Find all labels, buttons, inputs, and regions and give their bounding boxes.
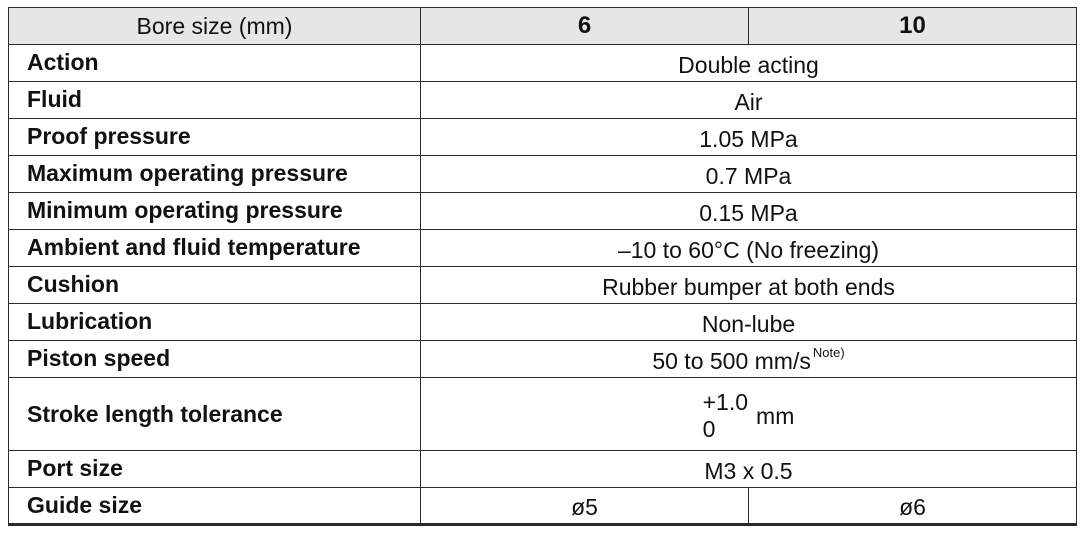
row-value: –10 to 60°C (No freezing) xyxy=(421,230,1077,267)
row-value-cell xyxy=(421,378,1077,451)
spec-table-wrapper xyxy=(8,7,1077,526)
table-row-fluid xyxy=(9,82,1077,119)
table-row-port-size xyxy=(9,451,1077,488)
row-value: Rubber bumper at both ends xyxy=(421,267,1077,304)
guide-size-bore-10: ø6 xyxy=(749,488,1077,525)
row-value: Non-lube xyxy=(421,304,1077,341)
table-row-guide-size xyxy=(9,488,1077,525)
row-label: Proof pressure xyxy=(9,119,421,156)
tolerance-lower: 0 xyxy=(702,416,716,442)
row-label: Ambient and fluid temperature xyxy=(9,230,421,267)
table-row-stroke-tolerance xyxy=(9,378,1077,451)
tolerance-upper: +1.0 xyxy=(702,389,749,415)
row-label: Lubrication xyxy=(9,304,421,341)
specifications-table xyxy=(8,7,1077,526)
row-value: M3 x 0.5 xyxy=(421,451,1077,488)
row-value: Air xyxy=(421,82,1077,119)
table-row-proof-pressure xyxy=(9,119,1077,156)
tolerance-value xyxy=(703,389,795,443)
table-row-lubrication xyxy=(9,304,1077,341)
table-row-cushion xyxy=(9,267,1077,304)
table-row-temperature xyxy=(9,230,1077,267)
table-row-action xyxy=(9,45,1077,82)
bore-6-header: 6 xyxy=(421,8,749,45)
row-value: Double acting xyxy=(421,45,1077,82)
row-label: Minimum operating pressure xyxy=(9,193,421,230)
bore-10-header: 10 xyxy=(749,8,1077,45)
row-label: Guide size xyxy=(9,488,421,525)
row-label: Port size xyxy=(9,451,421,488)
note-reference: Note) xyxy=(812,344,845,360)
header-row xyxy=(9,8,1077,45)
row-value: 1.05 MPa xyxy=(421,119,1077,156)
table-row-piston-speed xyxy=(9,341,1077,378)
row-label: Action xyxy=(9,45,421,82)
row-label: Piston speed xyxy=(9,341,421,378)
row-label: Cushion xyxy=(9,267,421,304)
row-value: 0.15 MPa xyxy=(421,193,1077,230)
row-label: Fluid xyxy=(9,82,421,119)
table-row-min-pressure xyxy=(9,193,1077,230)
row-value-cell xyxy=(421,341,1077,378)
tolerance-limits xyxy=(703,389,748,443)
guide-size-bore-6: ø5 xyxy=(421,488,749,525)
row-label: Maximum operating pressure xyxy=(9,156,421,193)
bore-size-header: Bore size (mm) xyxy=(9,8,421,45)
tolerance-unit: mm xyxy=(756,402,795,429)
row-value: 50 to 500 mm/s xyxy=(652,347,811,374)
table-row-max-pressure xyxy=(9,156,1077,193)
row-value: 0.7 MPa xyxy=(421,156,1077,193)
row-label: Stroke length tolerance xyxy=(9,378,421,451)
